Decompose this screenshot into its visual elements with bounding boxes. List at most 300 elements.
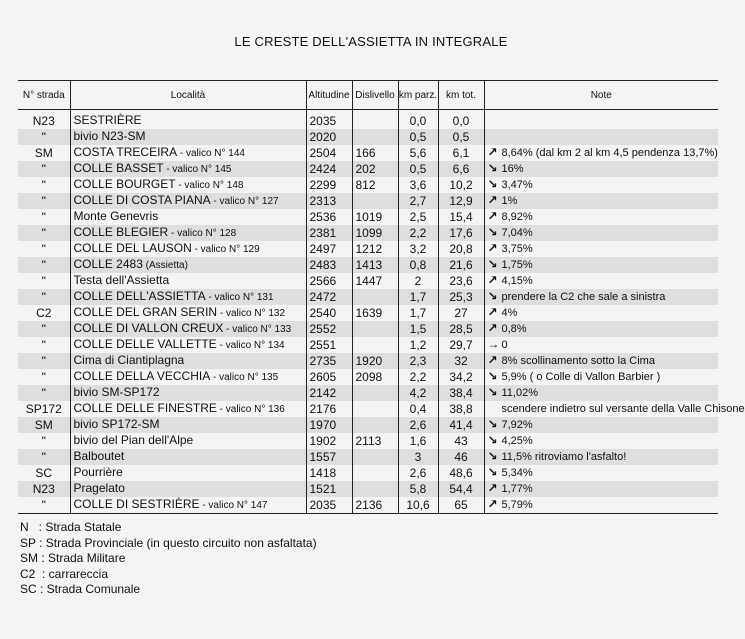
cell-altitudine: 2536 — [306, 209, 352, 225]
cell-km-parz: 3,6 — [398, 177, 438, 193]
cell-altitudine: 2552 — [306, 321, 352, 337]
location-name: SESTRIÈRE — [73, 113, 142, 127]
table-row — [18, 481, 718, 497]
cell-localita — [70, 209, 306, 225]
location-name: COLLE 2483 — [73, 257, 143, 271]
cell-altitudine: 2035 — [306, 497, 352, 514]
location-name: bivio del Pian dell'Alpe — [73, 433, 194, 447]
table-row — [18, 209, 718, 225]
legend — [20, 520, 317, 598]
location-name: COLLE DELLA VECCHIA — [73, 369, 211, 383]
table-row — [18, 449, 718, 465]
gradient-arrow-icon: ↘ — [487, 465, 498, 479]
cell-localita — [70, 337, 306, 353]
note-text: prendere la C2 che sale a sinistra — [501, 291, 666, 303]
cell-altitudine: 2020 — [306, 129, 352, 145]
location-name: bivio N23-SM — [73, 129, 146, 143]
cell-strada: " — [18, 449, 70, 465]
cell-strada: " — [18, 321, 70, 337]
cell-strada: " — [18, 353, 70, 369]
note-text: 3,47% — [501, 179, 533, 191]
cell-localita — [70, 177, 306, 193]
cell-altitudine: 2605 — [306, 369, 352, 385]
cell-altitudine: 1902 — [306, 433, 352, 449]
cell-km-tot: 23,6 — [438, 273, 484, 289]
table-row — [18, 465, 718, 481]
cell-localita — [70, 417, 306, 433]
cell-km-parz: 2,3 — [398, 353, 438, 369]
cell-km-parz: 2,7 — [398, 193, 438, 209]
cell-localita — [70, 353, 306, 369]
note-text: 16% — [501, 163, 524, 175]
gradient-arrow-icon: ↗ — [487, 241, 498, 255]
cell-dislivello: 1099 — [352, 225, 398, 241]
table-row — [18, 225, 718, 241]
cell-altitudine: 2472 — [306, 289, 352, 305]
cell-km-parz: 3,2 — [398, 241, 438, 257]
gradient-arrow-icon: ↗ — [487, 193, 498, 207]
cell-dislivello: 1019 — [352, 209, 398, 225]
table-row — [18, 177, 718, 193]
cell-strada: SM — [34, 145, 53, 160]
cell-note — [484, 110, 718, 130]
table-row — [18, 417, 718, 433]
cell-km-parz: 1,7 — [398, 289, 438, 305]
cell-km-tot: 6,6 — [438, 161, 484, 177]
cell-km-parz: 5,8 — [398, 481, 438, 497]
table-row — [18, 145, 718, 161]
header-dislivello: Dislivello — [352, 81, 398, 110]
gradient-arrow-icon: ↘ — [487, 161, 498, 175]
cell-altitudine: 2176 — [306, 401, 352, 417]
cell-km-tot: 17,6 — [438, 225, 484, 241]
cell-km-parz: 2 — [398, 273, 438, 289]
gradient-arrow-icon: ↘ — [487, 449, 498, 463]
note-text: 8% scollinamento sotto la Cima — [501, 355, 655, 367]
cell-dislivello: 1920 — [352, 353, 398, 369]
cell-dislivello — [352, 193, 398, 209]
cell-strada: N23 — [18, 481, 70, 497]
gradient-arrow-icon: ↘ — [487, 177, 498, 191]
gradient-arrow-icon: ↗ — [487, 353, 498, 367]
table-row — [18, 257, 718, 273]
table-row — [18, 433, 718, 449]
cell-km-tot: 34,2 — [438, 369, 484, 385]
cell-dislivello — [352, 110, 398, 130]
cell-km-parz: 2,6 — [398, 465, 438, 481]
cell-km-parz: 1,5 — [398, 321, 438, 337]
cell-strada: " — [41, 273, 46, 288]
cell-strada: SM — [18, 417, 70, 433]
table-row — [18, 161, 718, 177]
cell-km-parz: 2,6 — [398, 417, 438, 433]
cell-note — [484, 481, 718, 497]
cell-note — [484, 321, 718, 337]
cell-km-tot: 38,4 — [438, 385, 484, 401]
cell-note — [484, 257, 718, 273]
note-text: 11,02% — [501, 387, 538, 399]
cell-altitudine: 2735 — [306, 353, 352, 369]
gradient-arrow-icon: ↘ — [487, 369, 498, 383]
cell-altitudine: 2551 — [306, 337, 352, 353]
cell-km-tot: 25,3 — [438, 289, 484, 305]
cell-dislivello: 1447 — [352, 273, 398, 289]
note-text: 5,9% ( o Colle di Vallon Barbier ) — [501, 371, 661, 383]
note-text: 1,75% — [501, 259, 533, 271]
cell-dislivello — [352, 481, 398, 497]
location-name: COLLE DEL GRAN SERIN — [73, 305, 218, 319]
cell-note — [484, 369, 718, 385]
location-name: COLLE BLEGIER — [73, 225, 169, 239]
cell-km-parz: 2,5 — [398, 209, 438, 225]
header-km-tot: km tot. — [438, 81, 484, 110]
cell-altitudine: 2299 — [306, 177, 352, 193]
valico-number: (Assietta) — [142, 260, 188, 271]
cell-strada: " — [18, 497, 70, 514]
cell-strada: N23 — [32, 113, 55, 128]
cell-note — [484, 273, 718, 289]
cell-dislivello — [352, 321, 398, 337]
valico-number: - valico N° 145 — [163, 164, 232, 175]
cell-km-tot: 10,2 — [438, 177, 484, 193]
cell-strada: " — [18, 289, 70, 305]
cell-strada: " — [18, 193, 70, 209]
cell-km-tot: 6,1 — [438, 145, 484, 161]
cell-note — [484, 449, 718, 465]
cell-note — [484, 209, 718, 225]
valico-number: - valico N° 136 — [216, 404, 285, 415]
note-text: 4% — [501, 307, 518, 319]
cell-note — [484, 337, 718, 353]
cell-localita — [70, 273, 306, 289]
table-row — [18, 193, 718, 209]
cell-note — [484, 225, 718, 241]
cell-dislivello — [352, 417, 398, 433]
gradient-arrow-icon: ↗ — [487, 321, 498, 335]
note-text: 8,92% — [501, 211, 533, 223]
cell-dislivello — [352, 401, 398, 417]
gradient-arrow-icon: ↗ — [487, 273, 498, 287]
location-name: COLLE DELLE VALLETTE — [73, 337, 217, 351]
table-row — [18, 385, 718, 401]
cell-km-tot: 38,8 — [438, 401, 484, 417]
cell-altitudine: 2313 — [306, 193, 352, 209]
gradient-arrow-icon: ↘ — [487, 289, 498, 303]
cell-note — [484, 241, 718, 257]
cell-km-parz: 1,7 — [398, 305, 438, 321]
cell-strada: " — [18, 385, 70, 401]
cell-note — [484, 289, 718, 305]
location-name: Pragelato — [73, 481, 125, 495]
valico-number: - valico N° 133 — [223, 324, 292, 335]
note-text: 7,92% — [501, 419, 533, 431]
cell-dislivello — [352, 385, 398, 401]
cell-km-parz: 1,2 — [398, 337, 438, 353]
gradient-arrow-icon: ↘ — [487, 225, 498, 239]
note-text: 0 — [501, 339, 508, 351]
cell-altitudine: 2381 — [306, 225, 352, 241]
table-row — [18, 337, 718, 353]
cell-dislivello: 812 — [352, 177, 398, 193]
cell-km-parz: 0,8 — [398, 257, 438, 273]
location-name: COLLE DEL LAUSON — [73, 241, 192, 255]
cell-strada: SC — [35, 465, 53, 480]
cell-km-tot: 15,4 — [438, 209, 484, 225]
cell-km-tot: 27 — [438, 305, 484, 321]
cell-localita — [70, 465, 306, 481]
note-text: 4,25% — [501, 435, 533, 447]
header-localita: Località — [70, 81, 306, 110]
valico-number: - valico N° 148 — [175, 180, 244, 191]
cell-dislivello: 1639 — [352, 305, 398, 321]
cell-km-parz: 0,5 — [398, 129, 438, 145]
route-table — [18, 80, 745, 514]
cell-km-tot: 43 — [438, 433, 484, 449]
cell-km-tot: 0,5 — [438, 129, 484, 145]
cell-dislivello — [352, 337, 398, 353]
location-name: COLLE DI VALLON CREUX — [73, 321, 224, 335]
valico-number: - valico N° 135 — [210, 372, 279, 383]
cell-km-tot: 21,6 — [438, 257, 484, 273]
cell-strada: " — [41, 337, 46, 352]
cell-localita — [70, 305, 306, 321]
table-row — [18, 110, 718, 130]
cell-km-tot: 12,9 — [438, 193, 484, 209]
cell-localita — [70, 401, 306, 417]
cell-dislivello: 1212 — [352, 241, 398, 257]
location-name: COLLE DELLE FINESTRE — [73, 401, 217, 415]
cell-dislivello: 1413 — [352, 257, 398, 273]
legend-item: C2 : carrareccia — [20, 566, 109, 581]
cell-km-tot: 0,0 — [438, 110, 484, 130]
cell-km-tot: 46 — [438, 449, 484, 465]
header-km-parz: km parz. — [398, 81, 438, 110]
cell-dislivello: 202 — [352, 161, 398, 177]
valico-number: - valico N° 147 — [199, 500, 268, 511]
location-name: Balboutet — [73, 449, 125, 463]
cell-km-tot: 41,4 — [438, 417, 484, 433]
legend-item: N : Strada Statale — [20, 520, 122, 534]
gradient-arrow-icon: ↗ — [487, 209, 498, 223]
page-title: LE CRESTE DELL'ASSIETTA IN INTEGRALE — [234, 34, 508, 49]
cell-km-tot: 28,5 — [438, 321, 484, 337]
table-row — [18, 305, 718, 321]
cell-note — [484, 193, 718, 209]
cell-localita — [70, 145, 306, 161]
table-row — [18, 129, 718, 145]
valico-number: - valico N° 134 — [216, 340, 285, 351]
gradient-arrow-icon: ↗ — [487, 497, 498, 511]
gradient-arrow-icon: ↘ — [487, 417, 498, 431]
table-row — [18, 241, 718, 257]
valico-number: - valico N° 144 — [177, 148, 245, 159]
location-name: bivio SM-SP172 — [73, 385, 160, 399]
location-name: Testa dell'Assietta — [73, 273, 170, 287]
cell-altitudine: 2424 — [306, 161, 352, 177]
header-strada: N° strada — [18, 81, 70, 110]
cell-note — [484, 161, 718, 177]
location-name: Monte Genevris — [73, 209, 159, 223]
cell-localita — [70, 449, 306, 465]
valico-number: - valico N° 128 — [168, 228, 237, 239]
gradient-arrow-icon: → — [487, 337, 500, 351]
cell-localita — [70, 497, 306, 514]
cell-localita — [70, 129, 306, 145]
cell-km-parz: 4,2 — [398, 385, 438, 401]
cell-note — [484, 401, 745, 417]
legend-item: SC : Strada Comunale — [20, 582, 141, 596]
cell-localita — [70, 193, 306, 209]
table-row — [18, 369, 718, 385]
cell-strada: " — [18, 257, 70, 273]
gradient-arrow-icon: ↗ — [487, 305, 498, 319]
note-text: 4,15% — [501, 275, 533, 287]
cell-altitudine: 2504 — [306, 145, 352, 161]
cell-strada: " — [41, 241, 46, 256]
cell-localita — [70, 481, 306, 497]
cell-altitudine: 2540 — [306, 305, 352, 321]
cell-localita — [70, 433, 306, 449]
cell-km-parz: 0,0 — [398, 110, 438, 130]
note-text: 3,75% — [501, 243, 533, 255]
cell-dislivello: 2136 — [352, 497, 398, 514]
cell-note — [484, 497, 718, 514]
cell-altitudine: 2497 — [306, 241, 352, 257]
cell-dislivello: 2098 — [352, 369, 398, 385]
note-text: 5,34% — [501, 467, 533, 479]
cell-km-parz: 3 — [398, 449, 438, 465]
location-name: Pourrière — [73, 465, 123, 479]
note-text: scendere indietro sul versante della Valle Chisone — [501, 403, 745, 415]
table-header-row — [18, 81, 718, 110]
note-text: 8,64% (dal km 2 al km 4,5 pendenza 13,7%) — [501, 147, 718, 159]
cell-strada: " — [41, 209, 46, 224]
cell-strada: SP172 — [25, 401, 62, 416]
location-name: COLLE DELL'ASSIETTA — [73, 289, 206, 303]
note-text: 7,04% — [501, 227, 533, 239]
gradient-arrow-icon: ↘ — [487, 433, 498, 447]
gradient-arrow-icon: ↗ — [487, 481, 498, 495]
location-name: COLLE DI COSTA PIANA — [73, 193, 211, 207]
cell-dislivello — [352, 129, 398, 145]
note-text: 11,5% ritroviamo l'asfalto! — [501, 451, 627, 463]
header-altitudine: Altitudine — [306, 81, 352, 110]
location-name: COLLE BASSET — [73, 161, 164, 175]
cell-km-parz: 0,5 — [398, 161, 438, 177]
legend-item: SM : Strada Militare — [20, 551, 126, 565]
table-row — [18, 497, 718, 514]
cell-strada: " — [41, 177, 46, 192]
cell-dislivello — [352, 449, 398, 465]
cell-note — [484, 465, 718, 481]
cell-localita — [70, 241, 306, 257]
cell-altitudine: 2142 — [306, 385, 352, 401]
note-text: 1,77% — [501, 483, 533, 495]
location-name: COLLE BOURGET — [73, 177, 176, 191]
cell-note — [484, 433, 718, 449]
cell-km-parz: 1,6 — [398, 433, 438, 449]
gradient-arrow-icon: ↗ — [487, 145, 498, 159]
valico-number: - valico N° 127 — [210, 196, 279, 207]
cell-strada: " — [41, 433, 46, 448]
cell-km-parz: 2,2 — [398, 225, 438, 241]
cell-strada: " — [18, 225, 70, 241]
cell-altitudine: 1970 — [306, 417, 352, 433]
valico-number: - valico N° 131 — [205, 292, 274, 303]
cell-km-tot: 29,7 — [438, 337, 484, 353]
cell-localita — [70, 110, 306, 130]
note-text: 0,8% — [501, 323, 527, 335]
location-name: COLLE DI SESTRIÈRE — [73, 497, 200, 511]
cell-km-tot: 54,4 — [438, 481, 484, 497]
gradient-arrow-icon: ↘ — [487, 385, 498, 399]
cell-km-tot: 48,6 — [438, 465, 484, 481]
cell-note — [484, 353, 718, 369]
legend-item: SP : Strada Provinciale (in questo circuito non asfaltata) — [20, 535, 317, 550]
cell-note — [484, 385, 718, 401]
header-note: Note — [484, 81, 718, 110]
cell-km-tot: 20,8 — [438, 241, 484, 257]
cell-note — [484, 145, 718, 161]
cell-altitudine: 1557 — [306, 449, 352, 465]
cell-strada: C2 — [36, 305, 52, 320]
cell-km-parz: 2,2 — [398, 369, 438, 385]
cell-localita — [70, 385, 306, 401]
cell-dislivello: 2113 — [352, 433, 398, 449]
cell-localita — [70, 369, 306, 385]
cell-km-parz: 10,6 — [398, 497, 438, 514]
table-row — [18, 353, 718, 369]
cell-km-tot: 32 — [438, 353, 484, 369]
table-row — [18, 289, 718, 305]
cell-note — [484, 305, 718, 321]
table-row — [18, 401, 718, 417]
note-text: 1% — [501, 195, 518, 207]
cell-localita — [70, 257, 306, 273]
cell-altitudine: 1418 — [306, 465, 352, 481]
table-row — [18, 321, 718, 337]
cell-altitudine: 1521 — [306, 481, 352, 497]
cell-altitudine: 2566 — [306, 273, 352, 289]
location-name: Cima di Ciantiplagna — [73, 353, 185, 367]
cell-strada: " — [18, 161, 70, 177]
cell-strada: " — [41, 369, 46, 384]
valico-number: - valico N° 132 — [217, 308, 286, 319]
table-row — [18, 273, 718, 289]
cell-dislivello: 166 — [352, 145, 398, 161]
location-name: bivio SP172-SM — [73, 417, 160, 431]
cell-localita — [70, 289, 306, 305]
cell-km-parz: 5,6 — [398, 145, 438, 161]
cell-dislivello — [352, 465, 398, 481]
gradient-arrow-icon: ↘ — [487, 257, 498, 271]
cell-note — [484, 129, 718, 145]
note-text: 5,79% — [501, 499, 533, 511]
cell-altitudine: 2035 — [306, 110, 352, 130]
cell-note — [484, 177, 718, 193]
cell-localita — [70, 225, 306, 241]
cell-localita — [70, 321, 306, 337]
cell-km-tot: 65 — [438, 497, 484, 514]
cell-strada: " — [18, 129, 70, 145]
location-name: COSTA TRECEIRA — [73, 145, 178, 159]
valico-number: - valico N° 129 — [191, 244, 260, 255]
cell-localita — [70, 161, 306, 177]
cell-altitudine: 2483 — [306, 257, 352, 273]
cell-km-parz: 0,4 — [398, 401, 438, 417]
cell-note — [484, 417, 718, 433]
cell-dislivello — [352, 289, 398, 305]
